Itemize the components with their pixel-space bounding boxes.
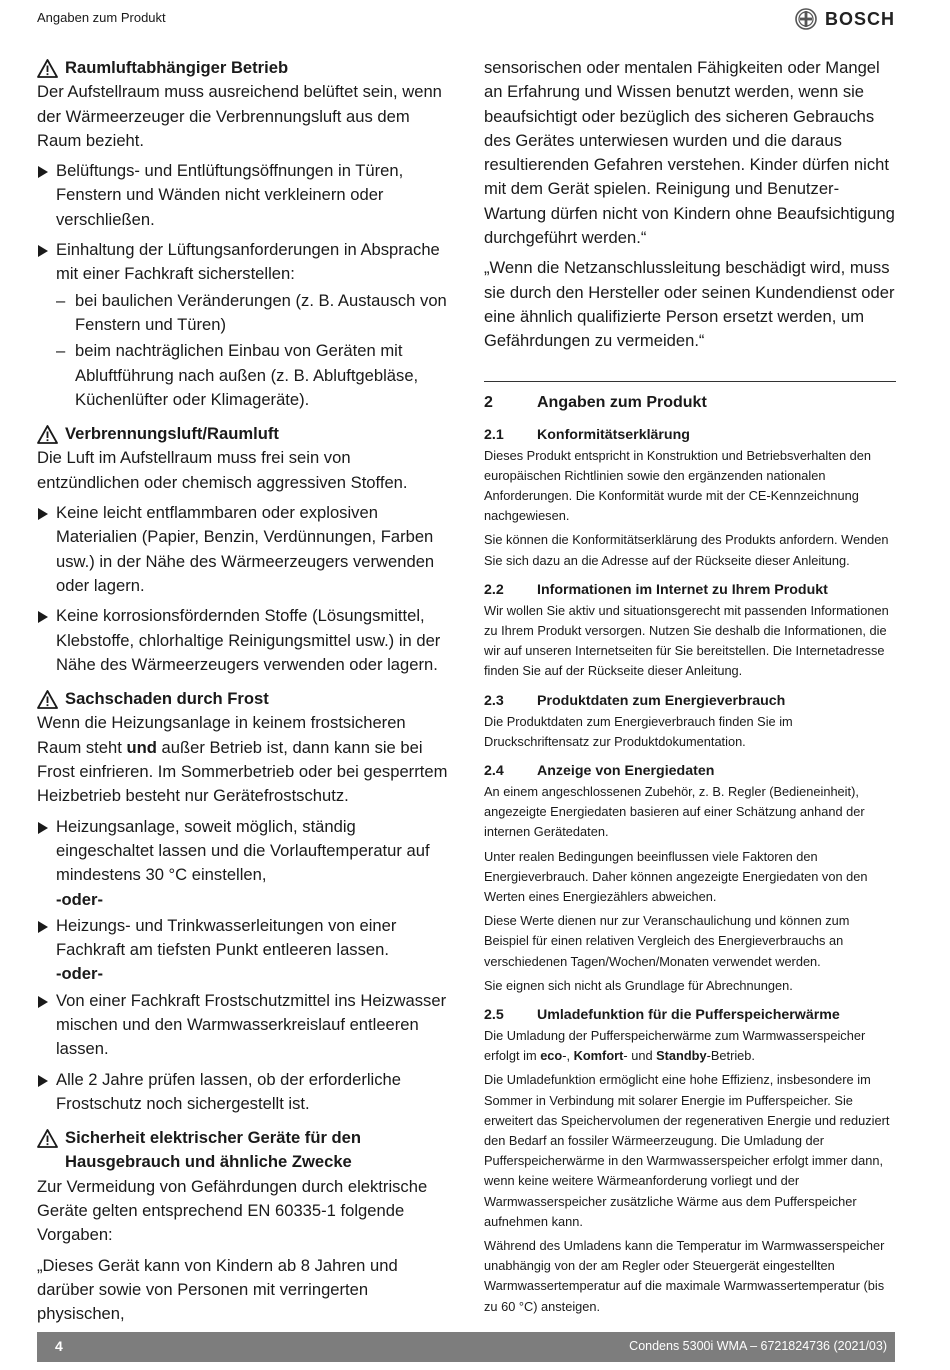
sub-list-item: – bei baulichen Veränderungen (z. B. Austausch von Fenstern und Türen) — [56, 290, 447, 334]
quote-paragraph: „Wenn die Netzanschlussleitung beschädigt wird, muss sie durch den Hersteller oder seinen Kundendienst oder eine ähnlich qualifizierte Person ersetzt werden, um Gefährdungen zu vermeiden.“ — [484, 258, 895, 351]
sub-list-item: – beim nachträglichen Einbau von Geräten mit Abluftführung nach außen (z. B. Abluftgebläse, Küchenlüfter oder Klimageräte). — [56, 341, 419, 409]
list-item: Belüftungs- und Entlüftungsöffnungen in Türen, Fenstern und Wänden nicht verkleinern oder verschließen. — [37, 159, 449, 232]
paragraph: Sie eignen sich nicht als Grundlage für Abrechnungen. — [484, 977, 793, 993]
brand — [795, 8, 895, 30]
quote-paragraph: „Dieses Gerät kann von Kindern ab 8 Jahren und darüber sowie von Personen mit verringerten physischen, — [37, 1255, 398, 1324]
bullet-arrow-icon — [38, 822, 48, 834]
section-heading: 2.4 Anzeige von Energiedaten — [484, 763, 715, 779]
list-item: Heizungs- und Trinkwasserleitungen von einer Fachkraft am tiefsten Punkt entleeren lassen. — [37, 914, 449, 963]
paragraph: Diese Werte dienen nur zur Veranschaulichung und können zum Beispiel für einen relativen Vergleich des Energieverbrauchs an verschiedenen Tagen/Wochen/Monaten verwendet werden. — [484, 913, 850, 969]
paragraph: Während des Umladens kann die Temperatur im Warmwasserspeicher unabhängig von der am Regler oder Steuergerät eingestellten Warmwassertemperatur auf die maximale Warmwassertemperatur (bis zu 60 °C) ansteigen. — [484, 1238, 885, 1314]
warning-heading: Raumluftabhängiger Betrieb — [37, 56, 449, 80]
paragraph: An einem angeschlossenen Zubehör, z. B. Regler (Bedieneinheit), angezeigte Energiedaten basieren auf einer Schätzung anhand der internen Gerätedaten. — [484, 784, 865, 840]
page-footer — [37, 1332, 895, 1362]
warning-heading: Verbrennungsluft/Raumluft — [37, 422, 449, 446]
section-heading: 2.3 Produktdaten zum Energieverbrauch — [484, 692, 786, 709]
brand-name: BOSCH — [824, 8, 895, 29]
list-item: Keine korrosionsfördernden Stoffe (Lösungsmittel, Klebstoffe, chlorhaltige Reinigungsmittel usw.) in der Nähe des Wärmeerzeugers verwenden oder lagern. — [37, 604, 449, 677]
paragraph: Zur Vermeidung von Gefährdungen durch elektrische Geräte gelten entsprechend EN 60335-1 folgende Vorgaben: — [37, 1176, 428, 1245]
list-item: Einhaltung der Lüftungsanforderungen in Absprache mit einer Fachkraft sicherstellen: — [37, 238, 449, 287]
paragraph: Unter realen Bedingungen beeinflussen viele Faktoren den Energieverbrauch. Daher können angezeigte Energiedaten von den Werten eines Energiezählers abweichen. — [484, 848, 868, 905]
warning-triangle-icon — [37, 690, 58, 709]
paragraph: Die Produktdaten zum Energieverbrauch finden Sie im Druckschriftensatz zur Produktdokumentation. — [484, 713, 793, 749]
paragraph: Wenn die Heizungsanlage in keinem frostsicheren Raum steht und außer Betrieb ist, dann kann sie bei Frost einfrieren. Im Sommerbetrieb oder bei gesperrtem Heizbetrieb besteht nur Gerätefrostschutz. — [37, 713, 448, 806]
paragraph: Die Luft im Aufstellraum muss frei sein von entzündlichen oder chemisch aggressiven Stoffen. — [37, 448, 408, 492]
chapter-heading: 2 Angaben zum Produkt — [484, 393, 707, 411]
paragraph: Die Umladung der Pufferspeicherwärme zum Warmwasserspeicher erfolgt im eco-, Komfort- und Standby-Betrieb. — [484, 1028, 866, 1064]
list-item: Heizungsanlage, soweit möglich, ständig eingeschaltet lassen und die Vorlauftemperatur auf mindestens 30 °C einstellen, — [37, 815, 449, 888]
header-title: Angaben zum Produkt — [37, 10, 166, 25]
bullet-arrow-icon — [38, 1075, 48, 1087]
section-heading: 2.5 Umladefunktion für die Pufferspeicherwärme — [484, 1007, 840, 1024]
bullet-arrow-icon — [38, 611, 48, 623]
or-separator: -oder- — [56, 964, 104, 984]
warning-heading: Sachschaden durch Frost — [37, 687, 449, 711]
or-separator: -oder- — [56, 889, 104, 909]
list-item: Keine leicht entflammbaren oder explosiven Materialien (Papier, Benzin, Verdünnungen, Farben usw.) in der Nähe des Wärmeerzeugers verwenden oder lagern. — [37, 501, 449, 598]
page-number: 4 — [55, 1338, 63, 1354]
bosch-logo-icon — [795, 8, 817, 30]
left-column — [37, 56, 449, 1327]
document-info: Condens 5300i WMA – 6721824736 (2021/03) — [629, 1339, 887, 1353]
warning-triangle-icon — [37, 59, 58, 78]
paragraph: Wir wollen Sie aktiv und situationsgerecht mit passenden Informationen zu Ihrem Produkt versorgen. Nutzen Sie deshalb die Informationen, die wir auf unseren Internetseiten für Sie bereitstellen. Die Internetadresse finden Sie auf der Rückseite dieser Anleitung. — [484, 602, 889, 679]
right-column — [484, 56, 896, 1317]
list-item: Von einer Fachkraft Frostschutzmittel ins Heizwasser mischen und den Warmwasserkreislauf entleeren lassen. — [37, 989, 449, 1062]
warning-triangle-icon — [37, 1129, 58, 1148]
bullet-arrow-icon — [38, 166, 48, 178]
paragraph: Dieses Produkt entspricht in Konstruktion und Betriebsverhalten den europäischen Richtlinien sowie den ergänzenden nationalen Anforderungen. Die Konformität wurde mit der CE-Kennzeichnung nachgewiesen. — [484, 447, 871, 524]
section-heading: 2.2 Informationen im Internet zu Ihrem Produkt — [484, 581, 828, 598]
bullet-arrow-icon — [38, 996, 48, 1008]
paragraph: Die Umladefunktion ermöglicht eine hohe Effizienz, insbesondere im Sommer in Verbindung mit solarer Energie im Pufferspeicher. Sie erweitert das Speichervolumen der regenerativen Energie und reduziert den Bedarf an fossiler Wärmeerzeugung. Die Umladung der Pufferspeicherwärme in den Warmwasserspeicher erfolgt immer dann, wenn keine weitere Wärmeanforderung vorliegt und der Warmwasserspeicher zusätzliche Wärme aus dem Pufferspeicher aufnehmen kann. — [484, 1072, 890, 1229]
bullet-arrow-icon — [38, 245, 48, 257]
list-item: Alle 2 Jahre prüfen lassen, ob der erforderliche Frostschutz noch sichergestellt ist. — [37, 1068, 449, 1117]
paragraph: Der Aufstellraum muss ausreichend belüftet sein, wenn der Wärmeerzeuger die Verbrennungsluft aus dem Raum bezieht. — [37, 82, 442, 150]
warning-heading: Sicherheit elektrischer Geräte für den Hausgebrauch und ähnliche Zwecke — [37, 1126, 449, 1175]
section-divider — [484, 381, 896, 382]
paragraph: Sie können die Konformitätserklärung des Produkts anfordern. Wenden Sie sich dazu an die Adresse auf der Rückseite dieser Anleitung. — [484, 532, 889, 568]
bullet-arrow-icon — [38, 921, 48, 933]
bullet-arrow-icon — [38, 508, 48, 520]
warning-triangle-icon — [37, 425, 58, 444]
quote-paragraph: sensorischen oder mentalen Fähigkeiten oder Mangel an Erfahrung und Wissen benutzt werden, wenn sie beaufsichtigt oder bezüglich des sicheren Gebrauchs des Gerätes unterwiesen wurden und die daraus resultierenden Gefahren verstehen. Kinder dürfen nicht mit dem Gerät spielen. Reinigung und Benutzer-Wartung dürfen nicht von Kindern ohne Beaufsichtigung durchgeführt werden.“ — [484, 58, 895, 248]
section-heading: 2.1 Konformitätserklärung — [484, 426, 690, 443]
